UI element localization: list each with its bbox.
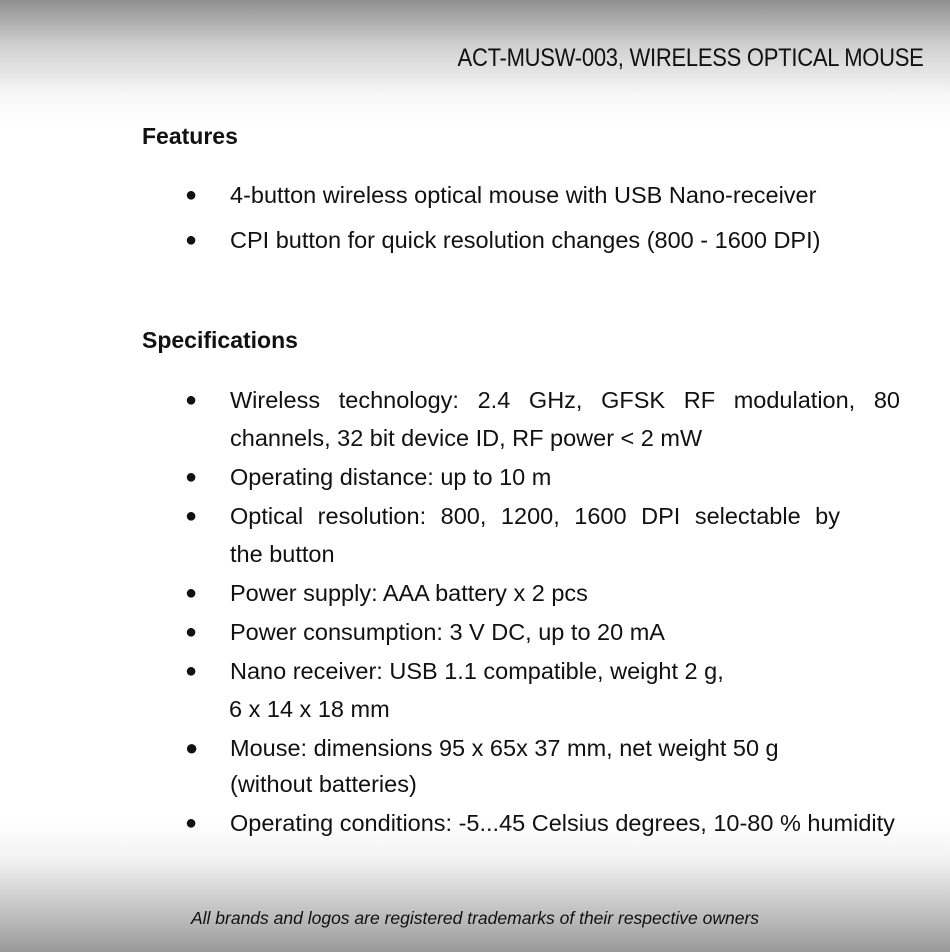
list-item-text-continued: (without batteries) — [230, 771, 417, 797]
document-title: ACT-MUSW-003, WIRELESS OPTICAL MOUSE — [457, 44, 924, 72]
bullet-icon: ● — [185, 621, 198, 643]
list-item — [0, 176, 900, 214]
list-item — [0, 613, 900, 651]
list-item — [0, 497, 840, 573]
list-item — [0, 221, 900, 259]
trademark-footer: All brands and logos are registered trademarks of their respective owners — [190, 908, 760, 928]
list-item — [0, 458, 900, 496]
bullet-icon: ● — [185, 735, 199, 760]
list-item-text-continued: 6 x 14 x 18 mm — [229, 696, 390, 722]
list-item-text: Mouse: dimensions 95 x 65x 37 mm, net weight 50 g — [230, 735, 779, 761]
list-item-text: Power supply: AAA battery x 2 pcs — [230, 580, 588, 606]
bullet-icon: ● — [185, 229, 198, 251]
features-list — [0, 176, 900, 259]
list-item-text: Optical resolution: 800, 1200, 1600 DPI selectable by — [230, 503, 840, 529]
bullet-icon: ● — [185, 184, 198, 206]
list-item — [0, 381, 900, 457]
list-item-text: Nano receiver: USB 1.1 compatible, weight 2 g, — [230, 658, 724, 684]
bullet-icon: ● — [185, 505, 198, 527]
bullet-icon: ● — [185, 582, 198, 604]
list-item-text: Power consumption: 3 V DC, up to 20 mA — [230, 619, 665, 645]
bullet-icon: ● — [185, 812, 198, 834]
specifications-list — [0, 381, 900, 842]
specifications-heading: Specifications — [142, 327, 298, 353]
bullet-icon: ● — [185, 389, 198, 411]
list-item-text: Operating conditions: -5...45 Celsius degrees, 10-80 % humidity — [230, 810, 895, 836]
bullet-icon: ● — [185, 660, 198, 682]
bullet-icon: ● — [185, 466, 198, 488]
list-item — [0, 574, 900, 612]
list-item — [0, 730, 900, 802]
list-item-text: Operating distance: up to 10 m — [230, 464, 552, 490]
features-heading: Features — [142, 123, 238, 149]
list-item-text: Wireless technology: 2.4 GHz, GFSK RF modulation, 80 channels, 32 bit device ID, RF power < 2 mW — [230, 387, 900, 451]
list-item — [0, 652, 900, 728]
list-item — [0, 804, 900, 842]
list-item-text-continued: the button — [230, 541, 335, 567]
list-item-text: CPI button for quick resolution changes (800 - 1600 DPI) — [230, 227, 821, 253]
list-item-text: 4-button wireless optical mouse with USB Nano-receiver — [230, 182, 817, 208]
